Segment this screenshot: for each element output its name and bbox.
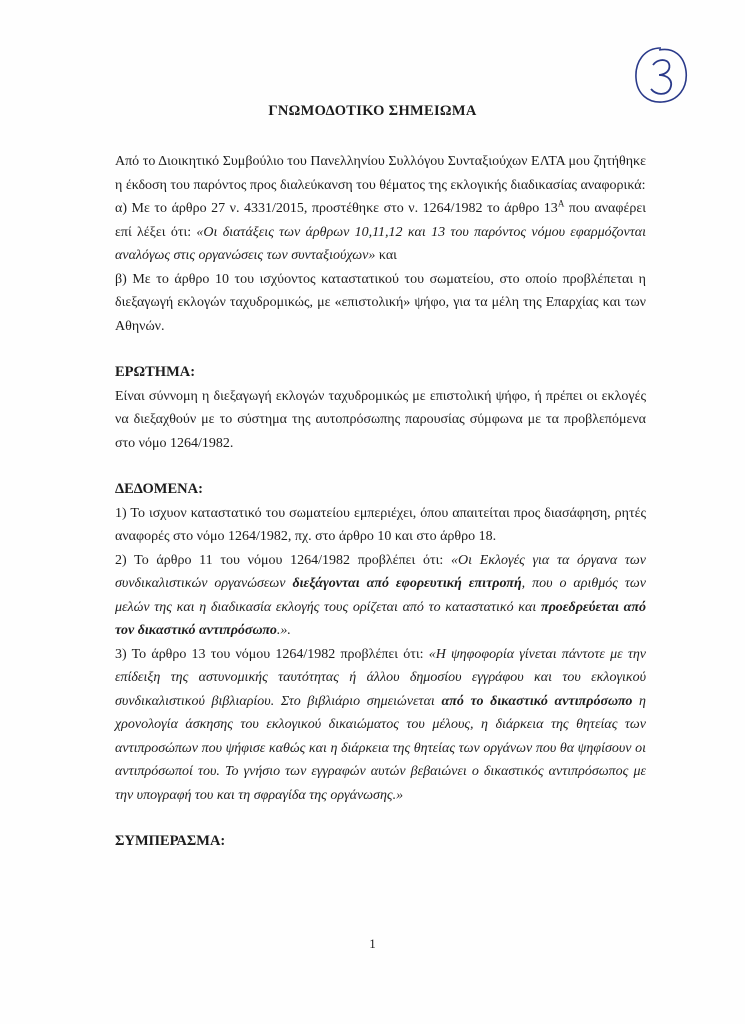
question-text: Είναι σύννομη η διεξαγωγή εκλογών ταχυδρομικώς με επιστολική ψήφο, ή πρέπει οι εκλογές να διεξαχθούν με το σύστημα της αυτοπρόσωπης παρουσίας σύμφωνα με τα προβλεπόμενα στο νόμο 1264/1982. [115, 388, 646, 451]
page-number: 1 [369, 936, 376, 951]
document-body [115, 150, 646, 854]
question-heading: ΕΡΩΤΗΜΑ: [115, 364, 196, 380]
document-title: ΓΝΩΜΟΔΟΤΙΚΟ ΣΗΜΕΙΩΜΑ [268, 103, 477, 119]
handwritten-page-mark [632, 44, 690, 106]
data-heading: ΔΕΔΟΜΕΝΑ: [115, 481, 203, 497]
intro-paragraph: Από το Διοικητικό Συμβούλιο του Πανελληνίου Συλλόγου Συνταξιούχων ΕΛΤΑ μου ζητήθηκε η έκδοση του παρόντος προς διαλεύκανση του θέματος της εκλογικής διαδικασίας αναφορικά: [115, 154, 646, 193]
circled-number-icon [632, 44, 690, 106]
data-paragraph-1: 1) Το ισχυον καταστατικό του σωματείου εμπεριέχει, όπου απαιτείται προς διασάφηση, ρητές αναφορές στο νόμο 1264/1982, πχ. στο άρθρο 10 και στο άρθρο 18. [115, 505, 646, 544]
item-a-paragraph: α) Με το άρθρο 27 ν. 4331/2015, προστέθηκε στο ν. 1264/1982 το άρθρο $13^A$ που αναφέρει επί λέξει ότι: «Οι διατάξεις των άρθρων 10,11,12 και 13 του παρόντος νόμου εφαρμόζονται αναλόγως στις οργανώσεις των συνταξιούχων» και [115, 198, 646, 263]
item-b-paragraph: β) Με το άρθρο 10 του ισχύοντος καταστατικού του σωματείου, στο οποίο προβλέπεται η διεξαγωγή εκλογών ταχυδρομικώς, με «επιστολική» ψήφο, για τα μέλη της Επαρχίας και των Αθηνών. [115, 271, 646, 334]
conclusion-heading: ΣΥΜΠΕΡΑΣΜΑ: [115, 833, 226, 849]
data-paragraph-2: 2) Το άρθρο 11 του νόμου 1264/1982 προβλέπει ότι: «Οι Εκλογές για τα όργανα των συνδικαλιστικών οργανώσεων διεξάγονται από εφορευτική επιτροπή, που ο αριθμός των μελών της και η διαδικασία εκλογής τους ορίζεται από το καταστατικό και προεδρεύεται από τον δικαστικό αντιπρόσωπο.». [115, 552, 647, 638]
data-paragraph-3: 3) Το άρθρο 13 του νόμου 1264/1982 προβλέπει ότι: «Η ψηφοφορία γίνεται πάντοτε με την επίδειξη της αστυνομικής ταυτότητας ή άλλου δημοσίου εγγράφου και του εκλογικού συνδικαλιστικού βιβλιαρίου. Στο βιβλιάριο σημειώνεται από το δικαστικό αντιπρόσωπο η χρονολογία άσκησης του εκλογικού δικαιώματος του μέλους, η διάρκεια της θητείας των αντιπροσώπων που ψήφισε καθώς και η διάρκεια της θητείας των οργάνων που θα ψηφίσουν οι αντιπρόσωποί του. Το γνήσιο των εγγραφών αυτών βεβαιώνει ο δικαστικός αντιπρόσωπος με την υπογραφή του και τη σφραγίδα της οργάνωσης.» [115, 646, 646, 803]
